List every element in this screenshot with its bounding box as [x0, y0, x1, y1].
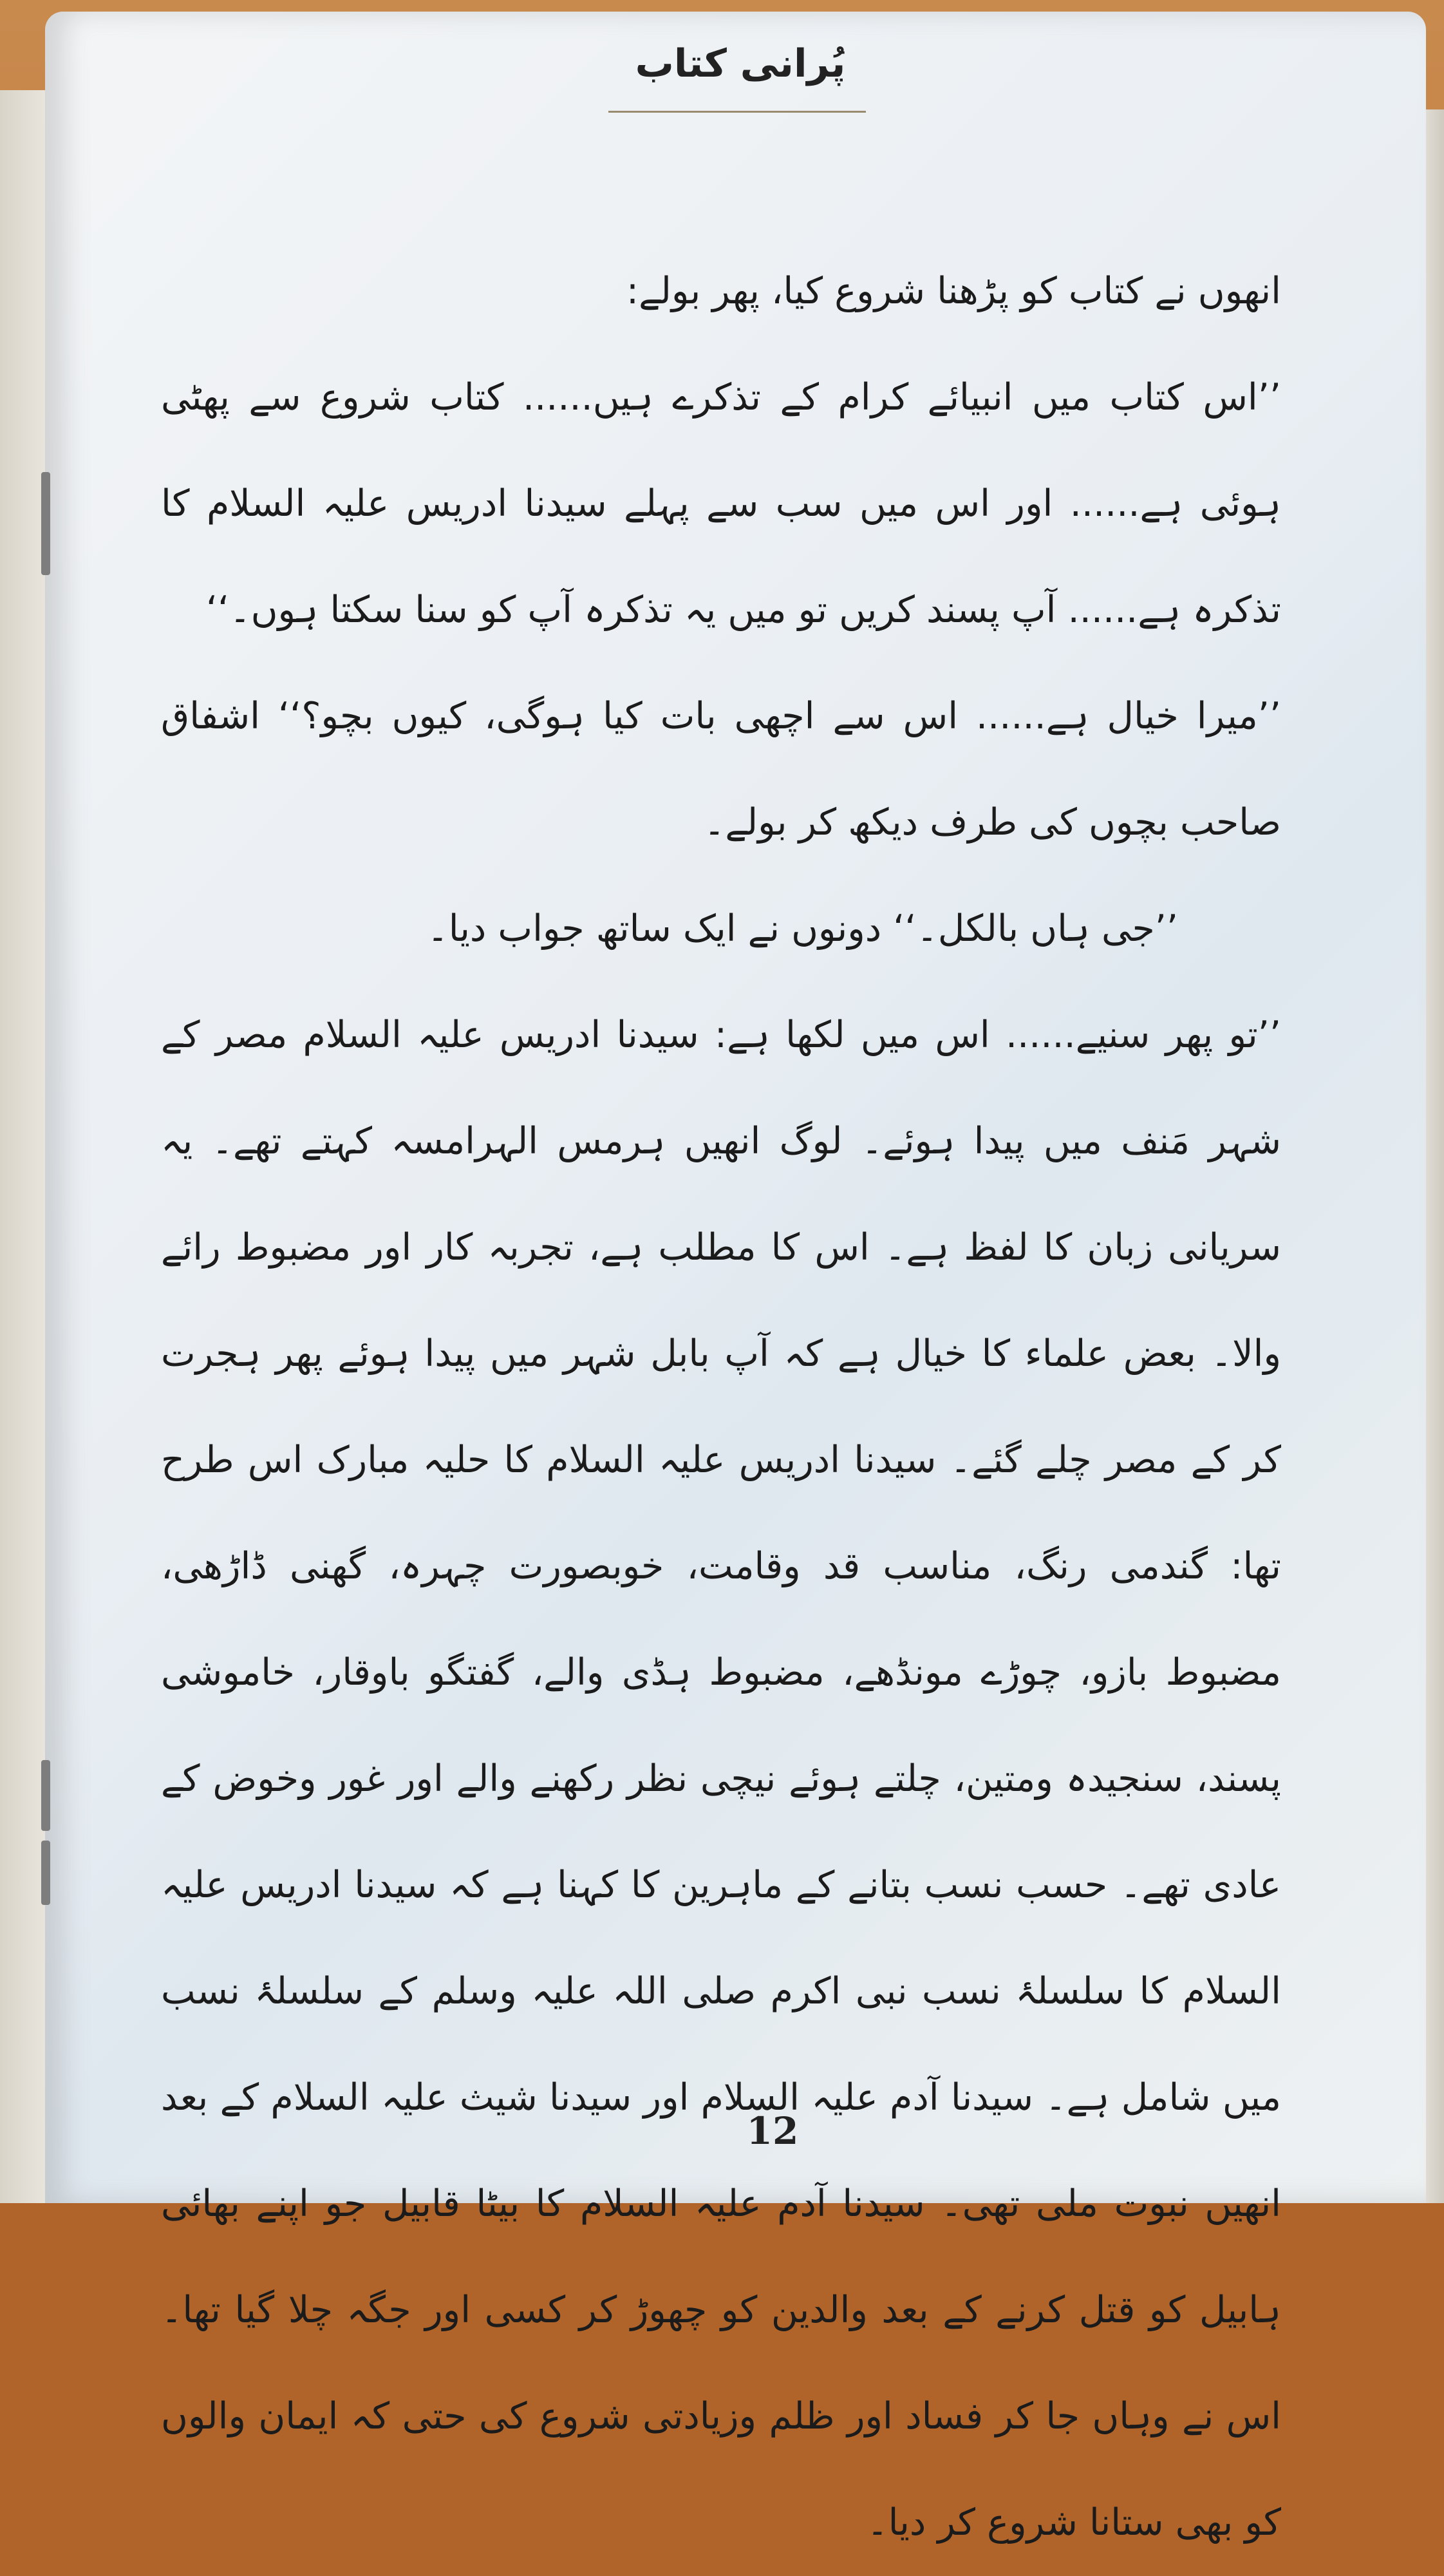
paragraph: ’’جی ہاں بالکل۔‘‘ دونوں نے ایک ساتھ جواب دیا۔ — [427, 907, 1178, 950]
paragraph: ’’تو پھر سنیے...... اس میں لکھا ہے: سیدنا ادریس علیہ السلام مصر کے شہر مَنف میں پیدا ہوئے۔ لوگ انھیں ہرمس الہرامسہ کہتے تھے۔ یہ سریانی زبان کا لفظ ہے۔ اس کا مطلب ہے، تجربہ کار اور مضبوط رائے والا۔ بعض علماء کا خیال ہے کہ آپ بابل شہر میں پیدا ہوئے پھر ہجرت کر کے مصر چلے گئے۔ سیدنا ادریس علیہ السلام کا حلیہ مبارک اس طرح تھا: گندمی رنگ، مناسب قد وقامت، خوبصورت چہرہ، گھنی ڈاڑھی، مضبوط بازو، چوڑے مونڈھے، مضبوط ہڈی والے، گفتگو باوقار، خاموشی پسند، سنجیدہ ومتین، چلتے ہوئے نیچی نظر رکھنے والے اور غور وخوض کے عادی تھے۔ حسب نسب بتانے کے ماہرین کا کہنا ہے کہ سیدنا ادریس علیہ السلام کا سلسلۂ نسب نبی اکرم صلی اللہ علیہ وسلم کے سلسلۂ نسب میں شامل ہے۔ سیدنا آدم علیہ السلام اور سیدنا شیث علیہ السلام کے بعد انھیں نبوت ملی تھی۔ سیدنا آدم علیہ السلام کا بیٹا قابیل جو اپنے بھائی ہابیل کو قتل کرنے کے بعد والدین کو چھوڑ کر کسی اور جگہ چلا گیا تھا۔ اس نے وہاں جا کر فساد اور ظلم وزیادتی شروع کی حتی کہ ایمان والوں کو بھی ستانا شروع کر دیا۔ — [161, 1014, 1281, 2544]
body-text — [161, 238, 1281, 2576]
staple-bottom-1 — [41, 1760, 50, 1831]
paragraph: ’’میرا خیال ہے...... اس سے اچھی بات کیا ہوگی، کیوں بچو؟‘‘ اشفاق صاحب بچوں کی طرف دیکھ کر بولے۔ — [161, 695, 1281, 844]
running-header: پُرانی کتاب — [635, 41, 846, 86]
header-rule — [608, 111, 866, 113]
staple-bottom-2 — [41, 1841, 50, 1905]
staple-top — [41, 472, 50, 575]
page-number: 12 — [746, 2109, 799, 2153]
paragraph: انھوں نے کتاب کو پڑھنا شروع کیا، پھر بولے: — [626, 270, 1281, 312]
paragraph: ’’اس کتاب میں انبیائے کرام کے تذکرے ہیں...... کتاب شروع سے پھٹی ہوئی ہے...... اور اس میں سب سے پہلے سیدنا ادریس علیہ السلام کا تذکرہ ہے...... آپ پسند کریں تو میں یہ تذکرہ آپ کو سنا سکتا ہوں۔‘‘ — [161, 376, 1281, 631]
